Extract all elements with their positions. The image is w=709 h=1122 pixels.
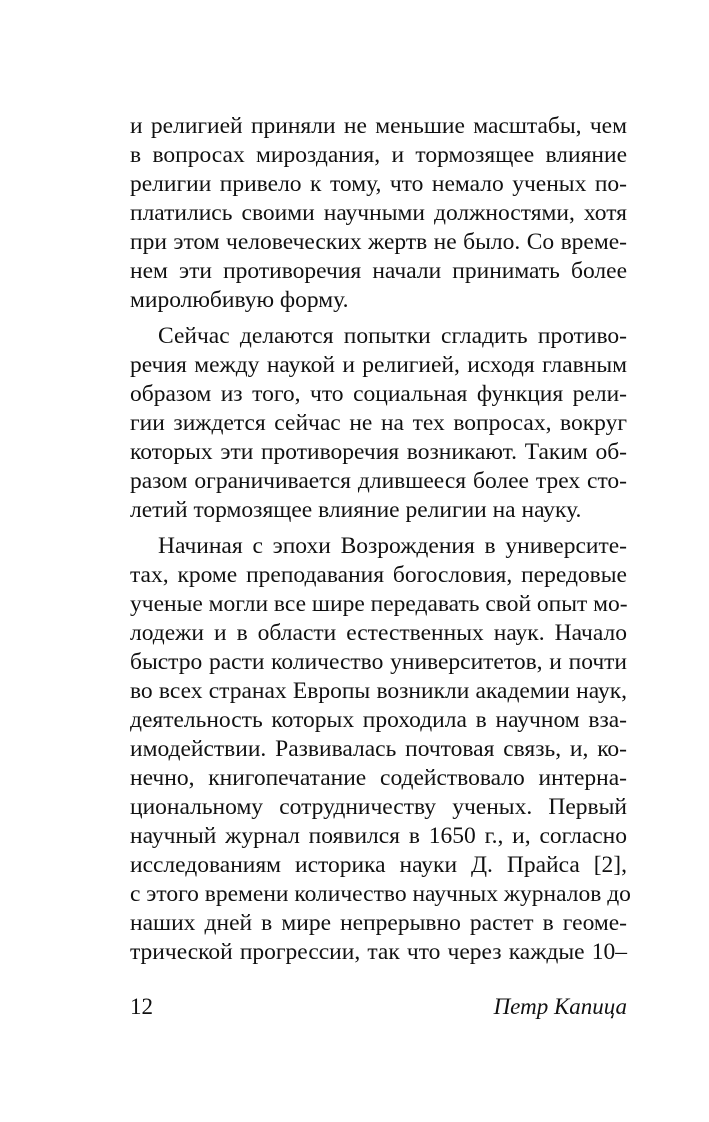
- page-footer: [130, 992, 627, 1022]
- text-line: во всех странах Европы возникли академии наук,: [130, 678, 627, 704]
- text-line: которых эти противоречия возникают. Таким об-: [130, 439, 627, 465]
- text-line: ученые могли все шире передавать свой опыт мо-: [130, 591, 628, 617]
- text-line: тах, кроме преподавания богословия, передовые: [130, 562, 627, 588]
- text-line: наших дней в мире непрерывно растет в геоме-: [130, 910, 627, 936]
- text-line: Сейчас делаются попытки сгладить противо-: [158, 323, 627, 349]
- paragraph-3: [130, 532, 631, 967]
- text-line: с этого времени количество научных журналов до: [130, 881, 631, 907]
- text-line: образом из того, что социальная функция рели-: [130, 381, 627, 407]
- text-line: нем эти противоречия начали принимать более: [130, 258, 627, 284]
- running-author: Петр Капица: [493, 994, 627, 1019]
- text-line: платились своими научными должностями, хотя: [130, 200, 627, 226]
- text-line: циональному сотрудничеству ученых. Первый: [130, 794, 627, 820]
- text-line: нечно, книгопечатание содействовало интерна-: [130, 765, 627, 791]
- text-line: и религией приняли не меньшие масштабы, чем: [130, 113, 627, 139]
- text-line: исследованиям историка науки Д. Прайса [2],: [130, 852, 627, 878]
- text-line: разом ограничивается длившееся более трех сто-: [130, 468, 627, 494]
- text-line: научный журнал появился в 1650 г., и, согласно: [130, 823, 627, 849]
- text-line: быстро расти количество университетов, и почти: [130, 649, 627, 675]
- text-line: при этом человеческих жертв не было. Со време-: [130, 229, 627, 255]
- text-line: трической прогрессии, так что через каждые 10–: [130, 939, 627, 965]
- text-line: летий тормозящее влияние религии на науку.: [130, 497, 582, 523]
- paragraph-2: [130, 322, 627, 525]
- text-line: в вопросах мироздания, и тормозящее влияние: [130, 142, 627, 168]
- text-line: религии привело к тому, что немало ученых по-: [130, 171, 627, 197]
- text-line: речия между наукой и религией, исходя главным: [130, 352, 627, 378]
- text-line: лодежи и в области естественных наук. Начало: [130, 620, 627, 646]
- text-line: деятельность которых проходила в научном вза-: [130, 707, 627, 733]
- page-number: 12: [130, 994, 153, 1019]
- text-line: имодействии. Развивалась почтовая связь, и, ко-: [130, 736, 627, 762]
- text-line: гии зиждется сейчас не на тех вопросах, вокруг: [130, 410, 627, 436]
- page-body: [130, 112, 631, 967]
- paragraph-1: [130, 112, 627, 315]
- text-line: миролюбивую форму.: [130, 287, 349, 313]
- text-line: Начиная с эпохи Возрождения в университе-: [158, 533, 627, 559]
